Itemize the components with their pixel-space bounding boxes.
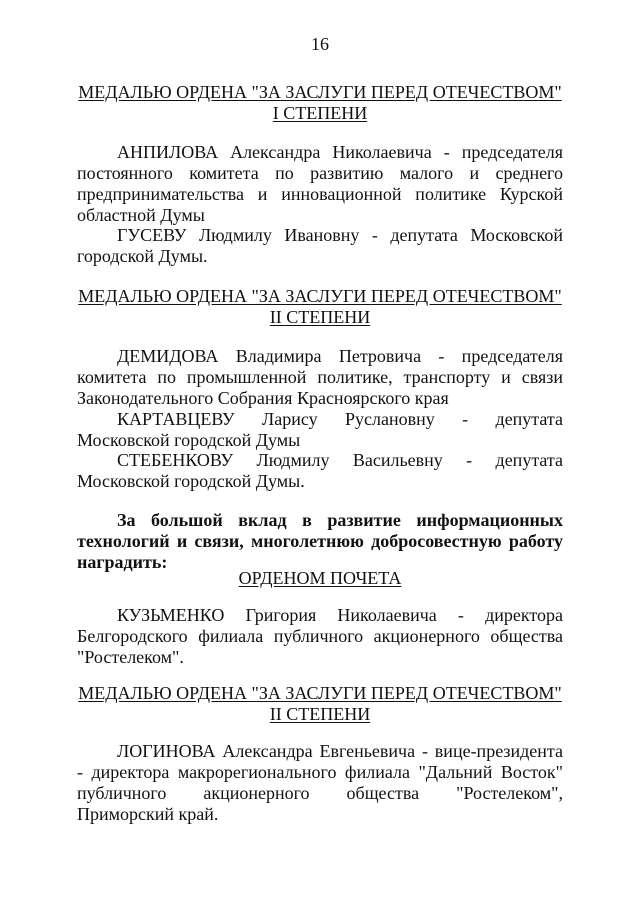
paragraph-anpilov: АНПИЛОВА Александра Николаевича - председателя постоянного комитета по развитию малого и среднего предпринимательства и инновационной политике Курской областной Думы [77,142,563,225]
page-number: 16 [311,34,329,54]
section-heading-medal-3 [0,683,640,725]
heading-line: II СТЕПЕНИ [269,704,371,724]
paragraph-guseva: ГУСЕВУ Людмилу Ивановну - депутата Московской городской Думы. [77,225,563,266]
section-heading-medal-1 [0,82,640,124]
heading-line: I СТЕПЕНИ [272,103,368,123]
heading-line: II СТЕПЕНИ [269,307,371,327]
paragraph-kuzmenko: КУЗЬМЕНКО Григория Николаевича - директора Белгородского филиала публичного акционерного общества "Ростелеком". [77,605,563,667]
paragraph-demidov: ДЕМИДОВА Владимира Петровича - председателя комитета по промышленной политике, транспорту и связи Законодательного Собрания Красноярского края [77,346,563,408]
paragraph-award-intro: За большой вклад в развитие информационных технологий и связи, многолетнюю добросовестную работу наградить: [77,510,563,572]
section-heading-order [0,568,640,589]
heading-line: МЕДАЛЬЮ ОРДЕНА "ЗА ЗАСЛУГИ ПЕРЕД ОТЕЧЕСТВОМ" [78,683,562,703]
paragraph-loginov: ЛОГИНОВА Александра Евгеньевича - вице-президента - директора макрорегионального филиала "Дальний Восток" публичного акционерного общества "Ростелеком", Приморский край. [77,741,563,824]
section-heading-medal-2 [0,286,640,328]
heading-line: МЕДАЛЬЮ ОРДЕНА "ЗА ЗАСЛУГИ ПЕРЕД ОТЕЧЕСТВОМ" [78,82,562,102]
paragraph-kartavtseva: КАРТАВЦЕВУ Ларису Руслановну - депутата Московской городской Думы [77,409,563,450]
heading-line: ОРДЕНОМ ПОЧЕТА [238,568,402,588]
heading-line: МЕДАЛЬЮ ОРДЕНА "ЗА ЗАСЛУГИ ПЕРЕД ОТЕЧЕСТВОМ" [78,286,562,306]
paragraph-stebenkova: СТЕБЕНКОВУ Людмилу Васильевну - депутата Московской городской Думы. [77,450,563,491]
